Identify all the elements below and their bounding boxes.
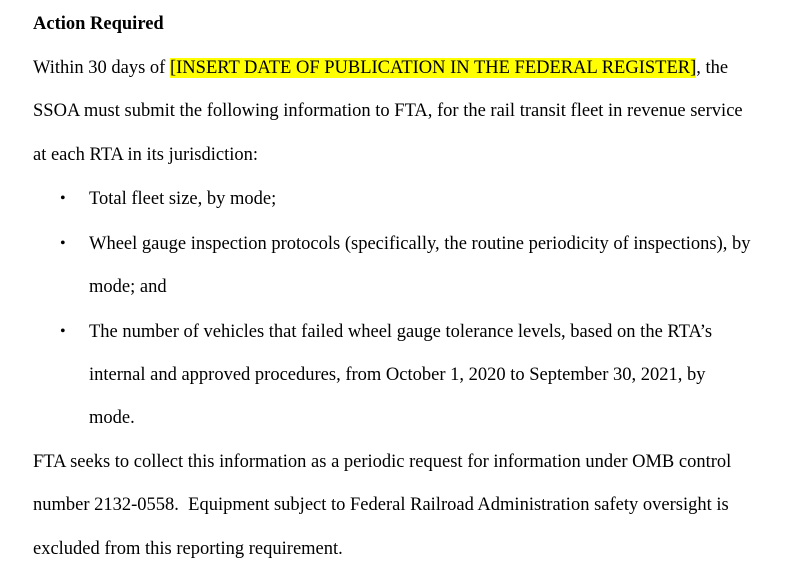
intro-suffix: , the: [696, 58, 729, 78]
intro-line-2: SSOA must submit the following information to FTA, for the rail transit fleet in revenue service: [33, 101, 743, 121]
bullet-2-line-2: mode; and: [89, 277, 167, 297]
bullet-1-line-1: Total fleet size, by mode;: [89, 189, 277, 209]
intro-line-1: [33, 56, 728, 80]
bullet-icon: •: [60, 190, 66, 207]
closing-line-1: FTA seeks to collect this information as a periodic request for information under OMB control: [33, 452, 732, 472]
highlighted-placeholder: [INSERT DATE OF PUBLICATION IN THE FEDERAL REGISTER]: [169, 58, 697, 78]
intro-prefix: Within 30 days of: [33, 58, 170, 78]
bullet-3-line-1: The number of vehicles that failed wheel gauge tolerance levels, based on the RTA’s: [89, 322, 713, 342]
bullet-3-line-2: internal and approved procedures, from October 1, 2020 to September 30, 2021, by: [89, 365, 706, 385]
bullet-icon: •: [60, 235, 66, 252]
bullet-2-line-1: Wheel gauge inspection protocols (specifically, the routine periodicity of inspections), by: [89, 234, 751, 254]
bullet-icon: •: [60, 323, 66, 340]
section-heading: Action Required: [33, 14, 164, 34]
bullet-3-line-3: mode.: [89, 408, 135, 428]
closing-line-3: excluded from this reporting requirement.: [33, 539, 343, 559]
closing-line-2: number 2132-0558. Equipment subject to Federal Railroad Administration safety oversight is: [33, 495, 729, 515]
intro-line-3: at each RTA in its jurisdiction:: [33, 145, 259, 165]
